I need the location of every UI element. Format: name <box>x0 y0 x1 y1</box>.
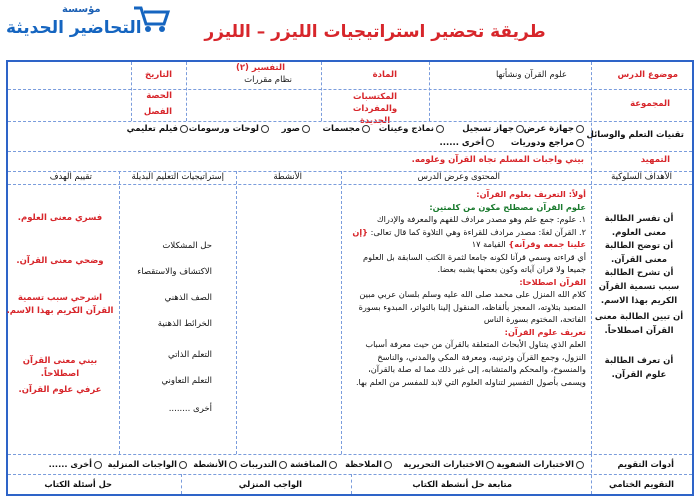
row-group <box>8 89 692 126</box>
assess-homework[interactable]: الواجبات المنزلية <box>108 459 187 469</box>
checkbox-icon <box>362 125 370 133</box>
tool-projector[interactable]: جهازة عرض <box>524 124 584 134</box>
checkbox-icon <box>576 139 584 147</box>
checkbox-icon <box>329 461 337 469</box>
checkbox-icon <box>229 461 237 469</box>
logo-main-text: التحاضير الحديثة <box>6 18 142 38</box>
assessment-label: أدوات التقويم <box>617 459 674 469</box>
row-assessment <box>8 454 692 474</box>
strategy-item: الصف الذهني <box>164 293 212 303</box>
content-subheading-1: علوم القرآن مصطلح مكون من كلمتين: <box>429 201 586 212</box>
content-paragraph-2: ٢. القرآن لغةً: مصدر مرادف للقراءة وهي التلاوة كما قال تعالى: {إن علينا جمعه وقرآنه} القيامة ١٧ <box>352 226 586 249</box>
tool-pictures[interactable]: صور <box>282 124 310 134</box>
assess-other[interactable]: أخرى ...... <box>49 459 102 469</box>
book-label: حل أسئلة الكتاب <box>44 479 112 489</box>
assess-discussion[interactable]: المناقشة <box>290 459 337 469</box>
vocab-label: المكتسبات والمفردات الجديدة <box>352 92 398 126</box>
assess-observation[interactable]: الملاحظة <box>345 459 392 469</box>
brand-logo <box>4 4 176 54</box>
strategy-item: الخرائط الذهنية <box>157 319 212 329</box>
col-content: المحتوى وعرض الدرس <box>417 172 500 182</box>
tool-references[interactable]: مراجع ودوريات <box>511 138 584 148</box>
group-label: المجموعة <box>630 99 670 109</box>
checkbox-icon <box>302 125 310 133</box>
content-heading-1: أولاً: التعريف بعلوم القرآن: <box>476 189 586 199</box>
tool-film[interactable]: فيلم تعليمي <box>127 124 188 134</box>
subject-value-1: التفسير (٢) <box>235 63 285 73</box>
objective-item: أن تشرح الطالبة سبب تسمية القرآن الكريم بهذا الاسم. <box>598 268 680 306</box>
tool-models[interactable]: نماذج وعينات <box>379 124 444 134</box>
date-label: التاريخ <box>145 70 172 80</box>
checkbox-icon <box>180 125 188 133</box>
evaluation-item: وضحي معنى القرآن. <box>16 256 104 266</box>
col-objectives: الأهداف السلوكية <box>611 172 672 182</box>
content-paragraph-3: أي قراءته وسمي قرآنا لكونه جامعا لثمرة الكتب السابقة بل العلوم جميعا ولا قران آياته وكون بعضها يشبه بعضا. <box>363 251 586 274</box>
assess-activities[interactable]: الأنشطة <box>193 459 237 469</box>
final-eval-label: التقويم الختامي <box>608 479 674 489</box>
subject-label: المادة <box>372 70 397 80</box>
checkbox-icon <box>486 461 494 469</box>
checkbox-icon <box>516 125 524 133</box>
evaluation-item: فسري معنى العلوم. <box>17 213 103 223</box>
follow-label: متابعة حل أنشطة الكتاب <box>412 479 512 489</box>
lesson-content <box>346 188 586 388</box>
logo-top-text: مؤسسة <box>62 4 101 15</box>
checkbox-icon <box>576 461 584 469</box>
tool-figures[interactable]: مجسمات <box>323 124 370 134</box>
evaluation-item: عرفي علوم القرآن. <box>18 385 102 395</box>
topic-value: علوم القرآن ونشأتها <box>495 70 567 80</box>
checkbox-icon <box>94 461 102 469</box>
assess-exercises[interactable]: التدريبات <box>240 459 287 469</box>
period-label: الحصة <box>146 91 172 101</box>
content-heading-3: تعريف علوم القرآن: <box>504 326 586 337</box>
lesson-plan-sheet <box>6 60 694 496</box>
content-heading-2: القرآن اصطلاحا: <box>519 276 586 287</box>
strategy-item: الاكتشاف والاستقصاء <box>137 267 212 277</box>
evaluation-item: بيني معنى القرآن اصطلاحاً. <box>22 356 98 379</box>
tool-recorder[interactable]: جهاز تسجيل <box>462 124 524 134</box>
col-strategies: إستراتيجيات التعليم البديلة <box>131 172 224 182</box>
checkbox-icon <box>576 125 584 133</box>
strategy-item: أخرى ........ <box>168 404 212 414</box>
assess-oral[interactable]: الاختبارات الشفوية <box>497 459 584 469</box>
strategy-item: حل المشكلات <box>162 241 212 251</box>
page-title: طريقة تحضير استراتيجيات الليزر – الليزر <box>204 22 546 42</box>
checkbox-icon <box>179 461 187 469</box>
content-paragraph-5: العلم الذي يتناول الأبحاث المتعلقة بالقرآن من حيث معرفة أسباب النزول، وجمع القرآن وترتيبه، ومعرفة المكي والمدني، والناسخ والمنسوخ، والمحكم والمتشابه، إلى غير ذلك مما له صلة بالقرآن، ويسمى بأصول التفسير لتناوله العلوم التي لابد للمفسر من العلم بها. <box>355 339 586 387</box>
row-topic <box>8 62 692 89</box>
tools-label: تقنيات التعلم والوسائل <box>586 130 684 140</box>
checkbox-icon <box>436 125 444 133</box>
checkbox-icon <box>384 461 392 469</box>
subject-value-2: نظام مقررات <box>244 75 292 85</box>
row-intro <box>8 151 692 171</box>
row-footer <box>8 474 692 494</box>
intro-label: التمهيد <box>640 155 670 165</box>
topic-label: موضوع الدرس <box>617 70 678 80</box>
strategy-item: التعلم التعاوني <box>161 376 212 386</box>
col-activities: الأنشطة <box>273 172 302 182</box>
checkbox-icon <box>261 125 269 133</box>
objective-item: أن تفسر الطالبة معنى العلوم. <box>604 214 674 238</box>
tool-other[interactable]: أخرى ...... <box>440 138 494 148</box>
checkbox-icon <box>279 461 287 469</box>
homework-label: الواجب المنزلي <box>238 479 302 489</box>
objective-item: أن توضح الطالبة معنى القرآن. <box>604 241 674 265</box>
intro-text: بيني واجبات المسلم تجاه القرآن وعلومه. <box>411 155 584 165</box>
evaluation-item: اشرحي سبب تسمية القرآن الكريم بهذا الاسم. <box>6 293 114 316</box>
strategy-item: التعلم الذاتي <box>167 350 212 360</box>
class-label: الفصل <box>143 107 172 117</box>
objective-item: أن تبين الطالبة معنى القرآن اصطلاحاً. <box>594 312 684 336</box>
tool-boards[interactable]: لوحات ورسومات <box>189 124 269 134</box>
columns-header <box>8 171 692 185</box>
page-header <box>0 0 700 58</box>
content-paragraph-1: ١. علوم: جمع علم وهو مصدر مرادف للفهم والمعرفة والإدراك <box>376 214 586 224</box>
checkbox-icon <box>486 139 494 147</box>
objective-item: أن تعرف الطالبة علوم القرآن. <box>604 356 674 380</box>
content-paragraph-4: كلام الله المنزل على محمد صلى الله عليه وسلم بلسان عربي مبين المتعبد بتلاوته، المعجز بألفاظه، المنقول إلينا بالتواتر، المبدوء بسورة الفاتحة، المختوم بسورة الناس <box>358 289 586 324</box>
row-tools <box>8 121 692 151</box>
assess-written[interactable]: الاختبارات التحريرية <box>403 459 494 469</box>
col-evaluation: تقييم الهدف <box>49 172 92 182</box>
cart-icon <box>132 4 172 34</box>
